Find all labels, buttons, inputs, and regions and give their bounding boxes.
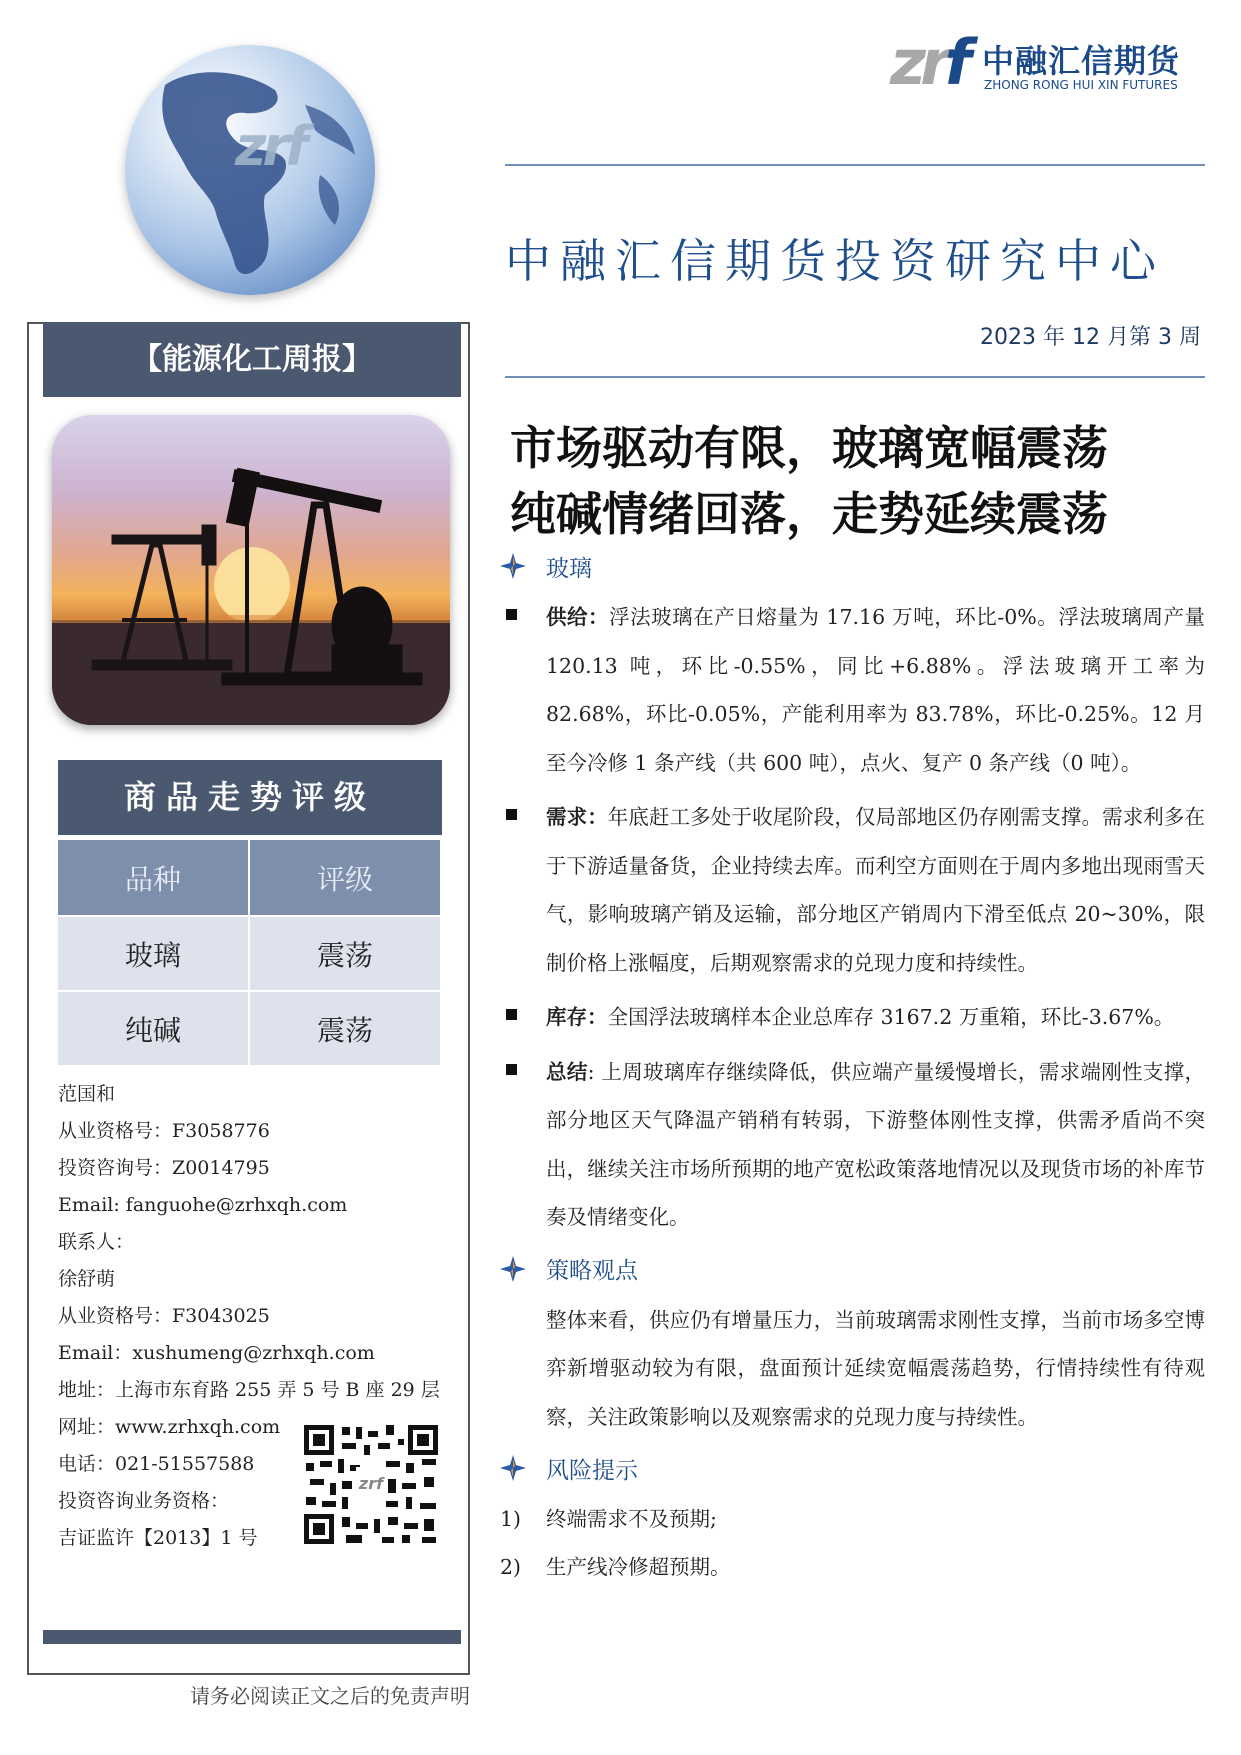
brand-name-en: ZHONG RONG HUI XIN FUTURES (984, 78, 1178, 92)
license-number: 吉证监许【2013】1 号 (58, 1527, 258, 1549)
headline (510, 415, 1200, 547)
globe-image (125, 45, 375, 295)
supply-bullet (500, 593, 1205, 787)
website: 网址：www.zrhxqh.com (58, 1416, 281, 1438)
square-bullet-icon (506, 1064, 517, 1075)
divider (505, 164, 1205, 166)
commodity-cell: 玻璃 (58, 915, 250, 990)
bullet-text: 全国浮法玻璃样本企业总库存 3167.2 万重箱，环比-3.67%。 (607, 1005, 1175, 1029)
contact-name: 徐舒萌 (58, 1268, 116, 1290)
table-row (58, 990, 442, 1065)
brand-logo (890, 26, 1210, 100)
report-body (500, 545, 1205, 1591)
section-heading-risk (500, 1447, 1205, 1489)
disclaimer: 请务必阅读正文之后的免责声明 (190, 1684, 470, 1708)
headline-line-2: 纯碱情绪回落，走势延续震荡 (510, 487, 1108, 541)
section-title: 策略观点 (546, 1258, 638, 1284)
analyst-name: 范国和 (58, 1083, 116, 1105)
research-center-title: 中融汇信期货投资研究中心 (505, 234, 1165, 288)
qr-code-icon (302, 1423, 440, 1546)
qualification-number: 从业资格号：F3058776 (58, 1120, 270, 1142)
square-bullet-icon (506, 609, 517, 620)
demand-bullet (500, 793, 1205, 987)
oil-pump-photo (52, 415, 450, 725)
report-type-banner: 【能源化工周报】 (43, 322, 461, 397)
risk-text: 终端需求不及预期; (546, 1507, 717, 1531)
risk-number: 1) (500, 1507, 522, 1531)
bullet-text: : 上周玻璃库存继续降低，供应端产量缓慢增长，需求端刚性支撑，部分地区天气降温产销稍有转弱，下游整体刚性支撑，供需矛盾尚不突出，继续关注市场所预期的地产宽松政策落地情况以及现货市场的补库节奏及情绪变化。 (546, 1059, 1206, 1229)
phone: 电话：021-51557588 (58, 1453, 255, 1475)
star-bullet-icon (500, 1455, 526, 1481)
square-bullet-icon (506, 1009, 517, 1020)
risk-text: 生产线冷修超预期。 (546, 1555, 731, 1579)
risk-item (500, 1543, 1205, 1591)
strategy-text: 整体来看，供应仍有增量压力，当前玻璃需求刚性支撑，当前市场多空博弈新增驱动较为有限，盘面预计延续宽幅震荡趋势，行情持续性有待观察，关注政策影响以及观察需求的兑现力度与持续性。 (546, 1307, 1205, 1429)
risk-item (500, 1495, 1205, 1543)
table-header-row (58, 840, 442, 915)
address: 地址：上海市东育路 255 弄 5 号 B 座 29 层 (58, 1379, 440, 1401)
contact-qualification-number: 从业资格号：F3043025 (58, 1305, 270, 1327)
report-date: 2023 年 12 月第 3 周 (980, 325, 1201, 350)
summary-bullet (500, 1048, 1205, 1242)
section-heading-glass (500, 545, 1205, 587)
svg-text:zrf: zrf (358, 1474, 384, 1493)
inventory-bullet (500, 993, 1205, 1042)
section-title: 风险提示 (546, 1457, 638, 1484)
brand-name-cn: 中融汇信期货 (982, 42, 1181, 80)
sidebar-footer-bar (43, 1630, 461, 1644)
bullet-text: 年底赶工多处于收尾阶段，仅局部地区仍存刚需支撑。需求利多在于下游适量备货，企业持续去库。而利空方面则在于周内多地出现雨雪天气，影响玻璃产销及运输，部分地区产销周内下滑至低点 20~30%，限制价格上涨幅度，后期观察需求的兑现力度和持续性。 (546, 805, 1206, 975)
divider (505, 376, 1205, 378)
brand-mark-icon: zrf (890, 26, 966, 99)
bullet-label: 库存： (546, 1005, 608, 1029)
license-label: 投资咨询业务资格： (58, 1490, 230, 1512)
column-header-commodity: 品种 (58, 840, 250, 915)
bullet-text: 浮法玻璃在产日熔量为 17.16 万吨，环比-0%。浮法玻璃周产量 120.13 吨，环比-0.55%，同比+6.88%。浮法玻璃开工率为 82.68%，环比-0.05%，产能利用率为 83.78%，环比-0.25%。12 月至今冷修 1 条产线（共 600 吨），点火、复产 0 条产线（0 吨）。 (546, 605, 1206, 775)
rating-table (58, 840, 442, 1065)
contact-email: Email：xushumeng@zrhxqh.com (58, 1342, 375, 1364)
analyst-email: Email: fanguohe@zrhxqh.com (58, 1194, 348, 1216)
table-row (58, 915, 442, 990)
star-bullet-icon (500, 1256, 526, 1282)
star-bullet-icon (500, 553, 526, 579)
bullet-label: 供给： (546, 605, 610, 629)
risk-number: 2) (500, 1555, 522, 1579)
bullet-label: 总结 (546, 1059, 588, 1084)
headline-line-1: 市场驱动有限，玻璃宽幅震荡 (510, 421, 1108, 475)
rating-cell: 震荡 (250, 915, 442, 990)
section-title: 玻璃 (546, 555, 592, 582)
square-bullet-icon (506, 809, 517, 820)
contact-label: 联系人： (58, 1231, 135, 1253)
consulting-number: 投资咨询号：Z0014795 (58, 1157, 270, 1179)
section-heading-strategy (500, 1248, 1205, 1290)
rating-cell: 震荡 (250, 990, 442, 1065)
rating-title-banner: 商品走势评级 (58, 760, 442, 835)
pumpjack-silhouette (52, 415, 450, 725)
globe-logo: zrf (235, 115, 305, 178)
column-header-rating: 评级 (250, 840, 442, 915)
commodity-cell: 纯碱 (58, 990, 250, 1065)
bullet-label: 需求： (546, 805, 608, 829)
